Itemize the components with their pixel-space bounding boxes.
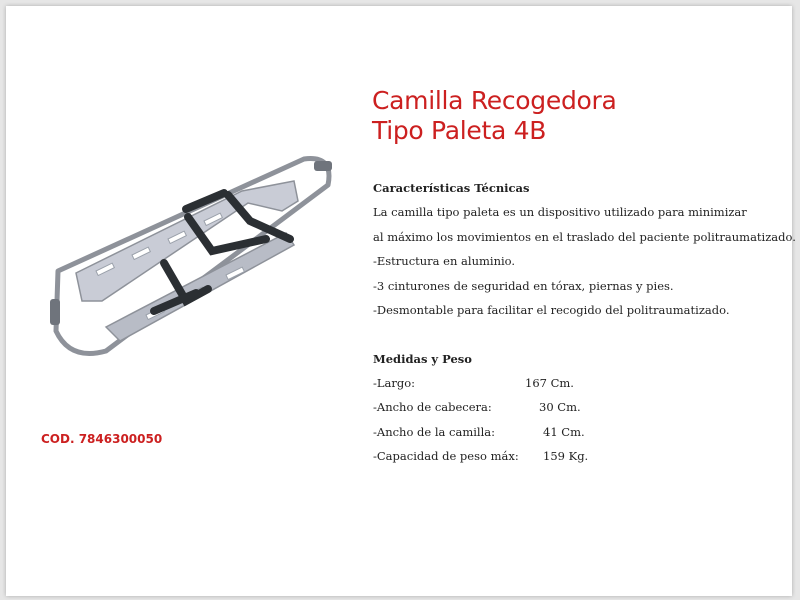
feature-line: La camilla tipo paleta es un dispositivo utilizado para minimizar [373, 205, 747, 219]
measure-label: -Largo: [373, 375, 416, 390]
product-code: COD. 7846300050 [41, 432, 163, 446]
measure-label: -Capacidad de peso máx: [373, 449, 519, 463]
measure-value: 30 Cm. [539, 400, 581, 414]
features-heading: Características Técnicas [373, 181, 530, 195]
product-title [372, 86, 617, 146]
measure-value: 41 Cm. [543, 424, 585, 439]
measure-row [373, 371, 783, 396]
measure-value: 167 Cm. [525, 375, 574, 390]
measure-row [373, 395, 783, 420]
measures-heading: Medidas y Peso [373, 351, 472, 366]
measure-value: 159 Kg. [543, 449, 589, 463]
measure-row [373, 444, 783, 469]
feature-line: -Desmontable para facilitar el recogido del politraumatizado. [373, 303, 730, 317]
page-card [6, 6, 796, 596]
scoop-stretcher-image [36, 151, 336, 361]
feature-line: -3 cinturones de seguridad en tórax, piernas y pies. [373, 278, 674, 293]
feature-line: al máximo los movimientos en el traslado del paciente politraumatizado. [373, 229, 796, 244]
specs-block [373, 176, 796, 469]
feature-line: -Estructura en aluminio. [373, 254, 516, 268]
product-title-line-1: Camilla Recogedora [372, 86, 617, 115]
measure-row [373, 420, 783, 445]
product-title-line-2: Tipo Paleta 4B [372, 116, 547, 145]
measure-label: -Ancho de cabecera: [373, 400, 492, 414]
measure-label: -Ancho de la camilla: [373, 424, 496, 439]
